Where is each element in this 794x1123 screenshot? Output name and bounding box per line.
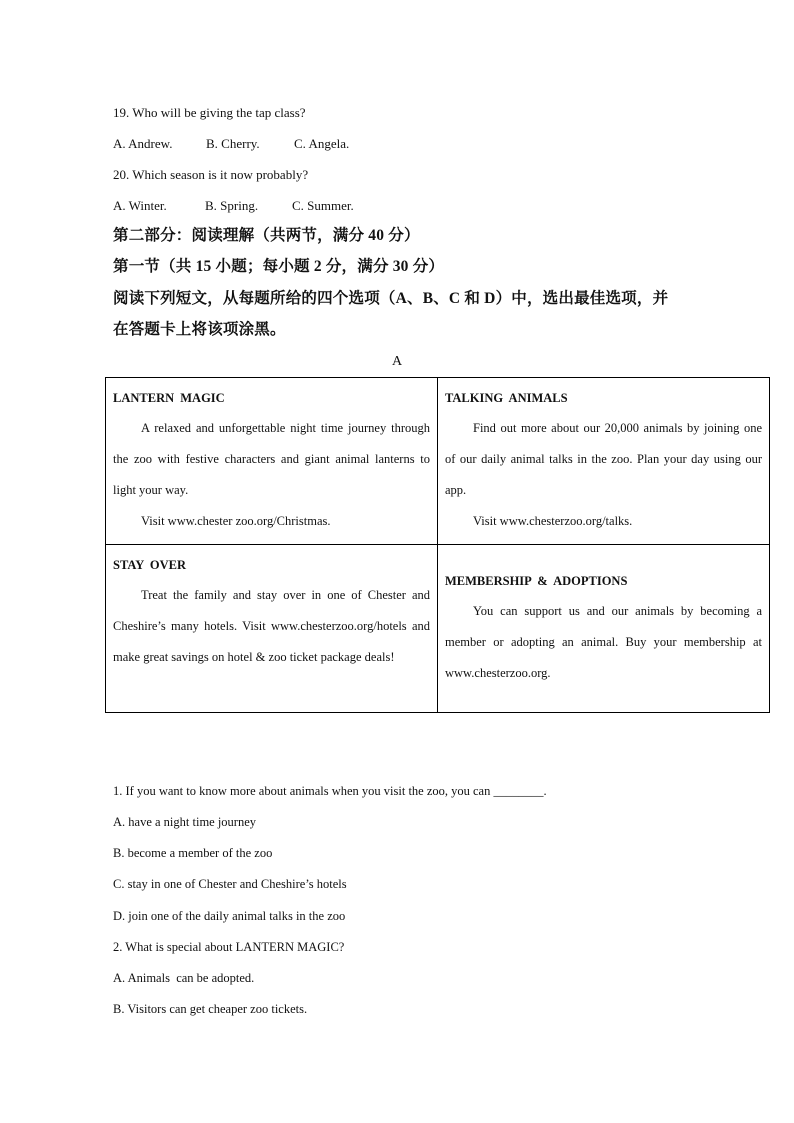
cell-body: Find out more about our 20,000 animals by joining one of our daily animal talks in the zoo. Plan your day using our app. — [445, 421, 762, 497]
membership-cell — [438, 545, 770, 713]
option-b: B. Spring. — [205, 198, 259, 213]
cell-title: MEMBERSHIP & ADOPTIONS — [445, 574, 628, 588]
cell-visit: Visit www.chesterzoo.org/talks. — [473, 514, 633, 528]
cell-body: Treat the family and stay over in one of Chester and Cheshire’s many hotels. Visit www.chesterzoo.org/hotels and make great savings on hotel & zoo ticket package deals! — [113, 588, 430, 664]
question-1: 1. If you want to know more about animals when you visit the zoo, you can ________. — [113, 784, 547, 798]
section-subheading: 第一节（共 15 小题；每小题 2 分，满分 30 分） — [113, 258, 445, 275]
option-b: B. Cherry. — [206, 136, 260, 151]
cell-title: TALKING ANIMALS — [445, 391, 568, 405]
option-a: A. Winter. — [113, 198, 167, 213]
question-19-options — [113, 135, 349, 153]
lantern-magic-cell — [106, 378, 438, 545]
cell-title: STAY OVER — [113, 558, 187, 572]
cell-body: You can support us and our animals by becoming a member or adopting an animal. Buy your membership at www.chesterzoo.org. — [445, 604, 762, 680]
question-19: 19. Who will be giving the tap class? — [113, 105, 306, 120]
question-20-options — [113, 197, 354, 215]
question-1-option-a: A. have a night time journey — [113, 815, 257, 829]
zoo-info-table — [105, 377, 770, 713]
passage-letter: A — [391, 354, 403, 369]
talking-animals-cell — [438, 378, 770, 545]
stay-over-cell — [106, 545, 438, 713]
cell-body: A relaxed and unforgettable night time journey through the zoo with festive characters and giant animal lanterns to light your way. — [113, 421, 430, 497]
question-2-option-b: B. Visitors can get cheaper zoo tickets. — [113, 1002, 308, 1016]
instruction-line-1: 阅读下列短文，从每题所给的四个选项（A、B、C 和 D）中，选出最佳选项，并 — [113, 290, 669, 307]
option-c: C. Angela. — [294, 136, 350, 151]
cell-visit: Visit www.chester zoo.org/Christmas. — [141, 514, 331, 528]
section-heading: 第二部分：阅读理解（共两节，满分 40 分） — [113, 227, 420, 244]
option-a: A. Andrew. — [113, 136, 173, 151]
cell-title: LANTERN MAGIC — [113, 391, 225, 405]
question-2: 2. What is special about LANTERN MAGIC? — [113, 940, 345, 954]
question-2-option-a: A. Animals can be adopted. — [113, 971, 255, 985]
question-1-option-d: D. join one of the daily animal talks in the zoo — [113, 909, 346, 923]
question-20: 20. Which season is it now probably? — [113, 167, 309, 182]
option-c: C. Summer. — [292, 198, 354, 213]
question-1-option-b: B. become a member of the zoo — [113, 846, 273, 860]
instruction-line-2: 在答题卡上将该项涂黑。 — [113, 321, 286, 338]
question-1-option-c: C. stay in one of Chester and Cheshire’s hotels — [113, 877, 347, 891]
